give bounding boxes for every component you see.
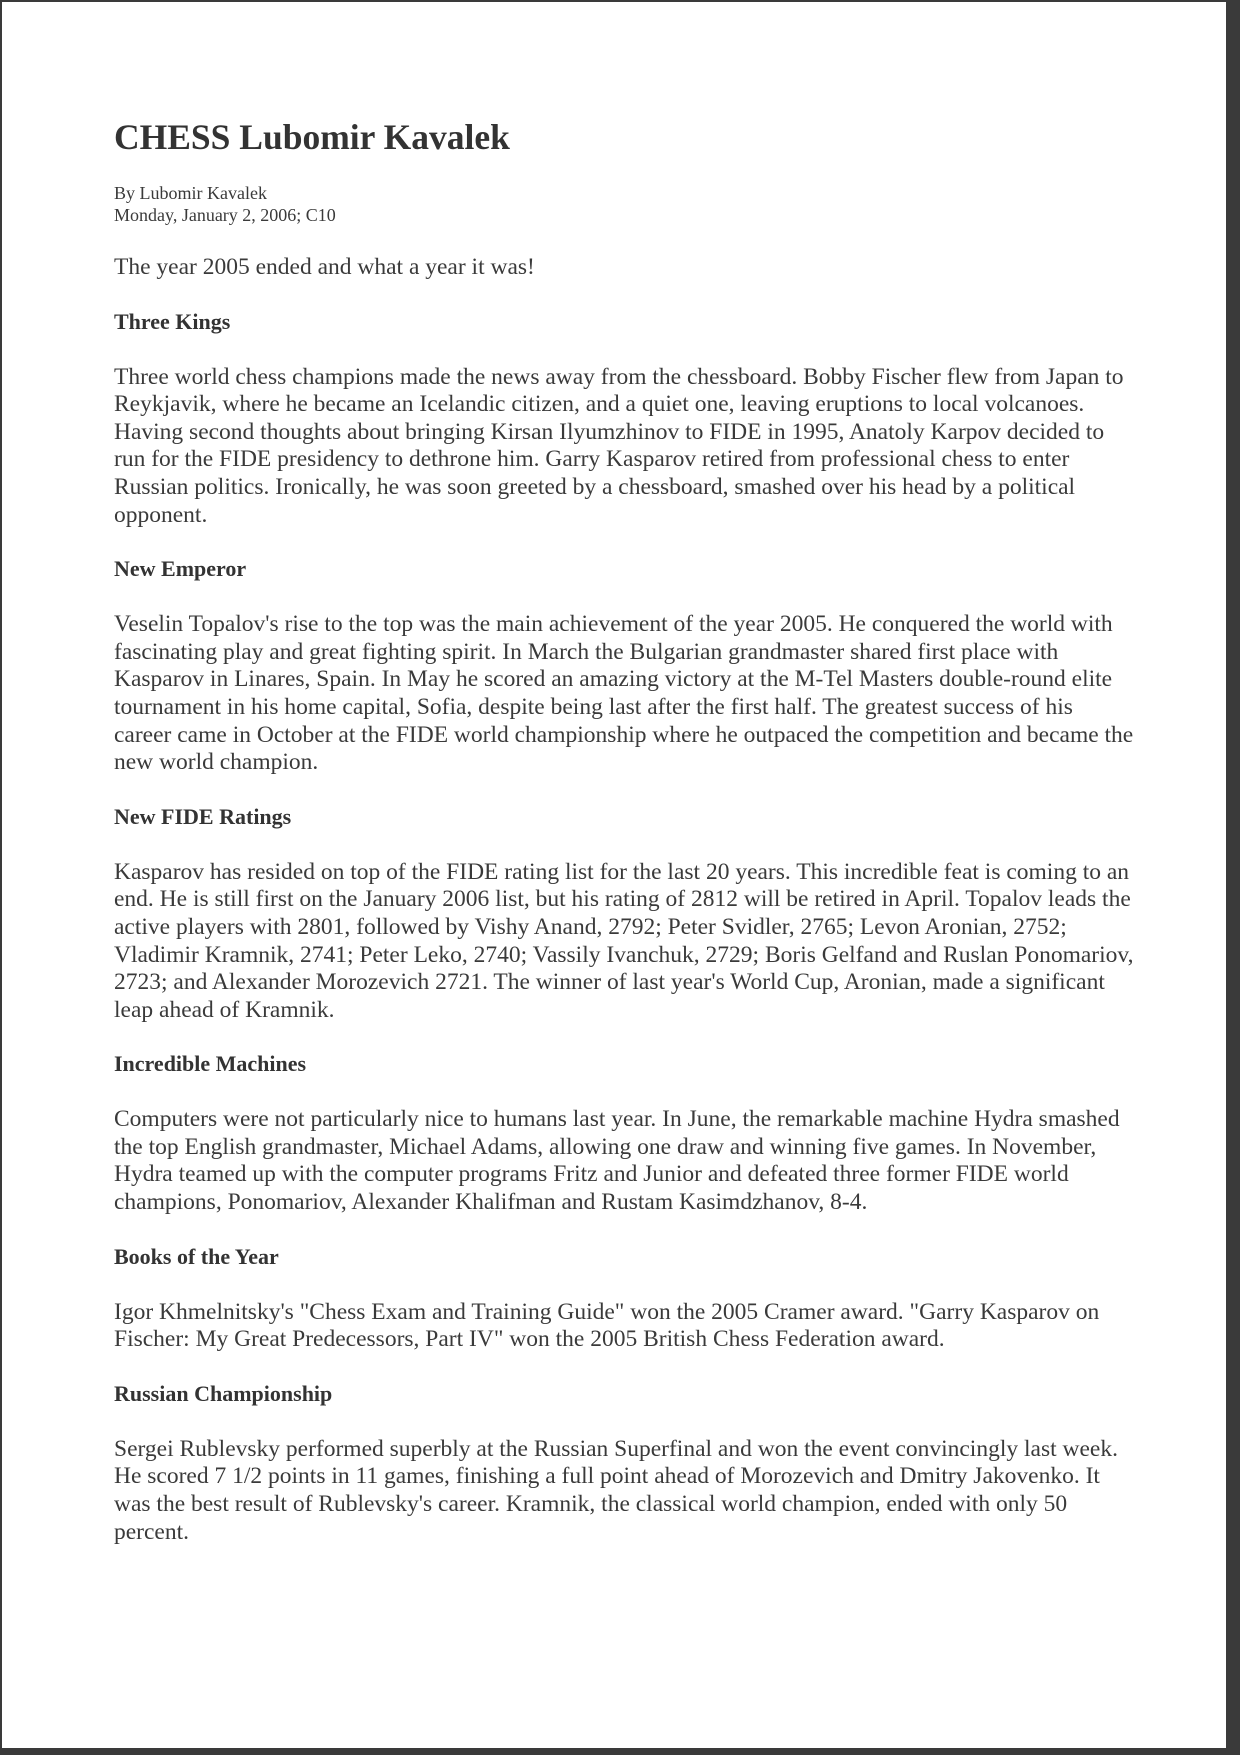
section-heading: Russian Championship (114, 1380, 333, 1406)
section-body: Igor Khmelnitsky's "Chess Exam and Training Guide" won the 2005 Cramer award. "Garry Kasparov on Fischer: My Great Predecessors, Part IV" won the 2005 British Chess Federation award. (114, 1298, 1100, 1353)
section-incredible-machines (114, 1050, 1134, 1216)
section-russian-championship (114, 1380, 1134, 1546)
section-books-of-the-year (114, 1243, 1134, 1354)
section-body: Three world chess champions made the news away from the chessboard. Bobby Fischer flew from Japan to Reykjavik, where he became an Icelandic citizen, and a quiet one, leaving eruptions to local volcanoes. Having second thoughts about bringing Kirsan Ilyumzhinov to FIDE in 1995, Anatoly Karpov decided to run for the FIDE presidency to dethrone him. Garry Kasparov retired from professional chess to enter Russian politics. Ironically, he was soon greeted by a chessboard, smashed over his head by a political opponent. (114, 363, 1124, 528)
article-title: CHESS Lubomir Kavalek (114, 117, 510, 157)
section-heading: New Emperor (114, 556, 247, 582)
section-new-fide-ratings (114, 803, 1134, 1025)
article-meta (114, 182, 1134, 226)
section-heading: Three Kings (114, 308, 231, 334)
lead-paragraph: The year 2005 ended and what a year it was! (114, 254, 535, 280)
section-body: Computers were not particularly nice to humans last year. In June, the remarkable machine Hydra smashed the top English grandmaster, Michael Adams, allowing one draw and winning five games. In November, Hydra teamed up with the computer programs Fritz and Junior and defeated three former FIDE world champions, Ponomariov, Alexander Khalifman and Rustam Kasimdzhanov, 8-4. (114, 1106, 1120, 1216)
section-three-kings (114, 308, 1134, 530)
section-heading: New FIDE Ratings (114, 803, 292, 829)
article (114, 112, 1134, 1546)
section-new-emperor (114, 555, 1134, 777)
section-body: Veselin Topalov's rise to the top was the main achievement of the year 2005. He conquered the world with fascinating play and great fighting spirit. In March the Bulgarian grandmaster shared first place with Kasparov in Linares, Spain. In May he scored an amazing victory at the M-Tel Masters double-round elite tournament in his home capital, Sofia, despite being last after the first half. The greatest success of his career came in October at the FIDE world championship where he outpaced the competition and became the new world champion. (114, 611, 1134, 776)
section-heading: Books of the Year (114, 1243, 279, 1269)
section-heading: Incredible Machines (114, 1051, 307, 1077)
section-body: Sergei Rublevsky performed superbly at the Russian Superfinal and won the event convincingly last week. He scored 7 1/2 points in 11 games, finishing a full point ahead of Morozevich and Dmitry Jakovenko. It was the best result of Rublevsky's career. Kramnik, the classical world champion, ended with only 50 percent. (114, 1435, 1118, 1545)
byline: By Lubomir Kavalek (114, 183, 267, 203)
dateline: Monday, January 2, 2006; C10 (114, 205, 336, 225)
section-body: Kasparov has resided on top of the FIDE rating list for the last 20 years. This incredible feat is coming to an end. He is still first on the January 2006 list, but his rating of 2812 will be retired in April. Topalov leads the active players with 2801, followed by Vishy Anand, 2792; Peter Svidler, 2765; Levon Aronian, 2752; Vladimir Kramnik, 2741; Peter Leko, 2740; Vassily Ivanchuk, 2729; Boris Gelfand and Ruslan Ponomariov, 2723; and Alexander Morozevich 2721. The winner of last year's World Cup, Aronian, made a significant leap ahead of Kramnik. (114, 858, 1134, 1023)
